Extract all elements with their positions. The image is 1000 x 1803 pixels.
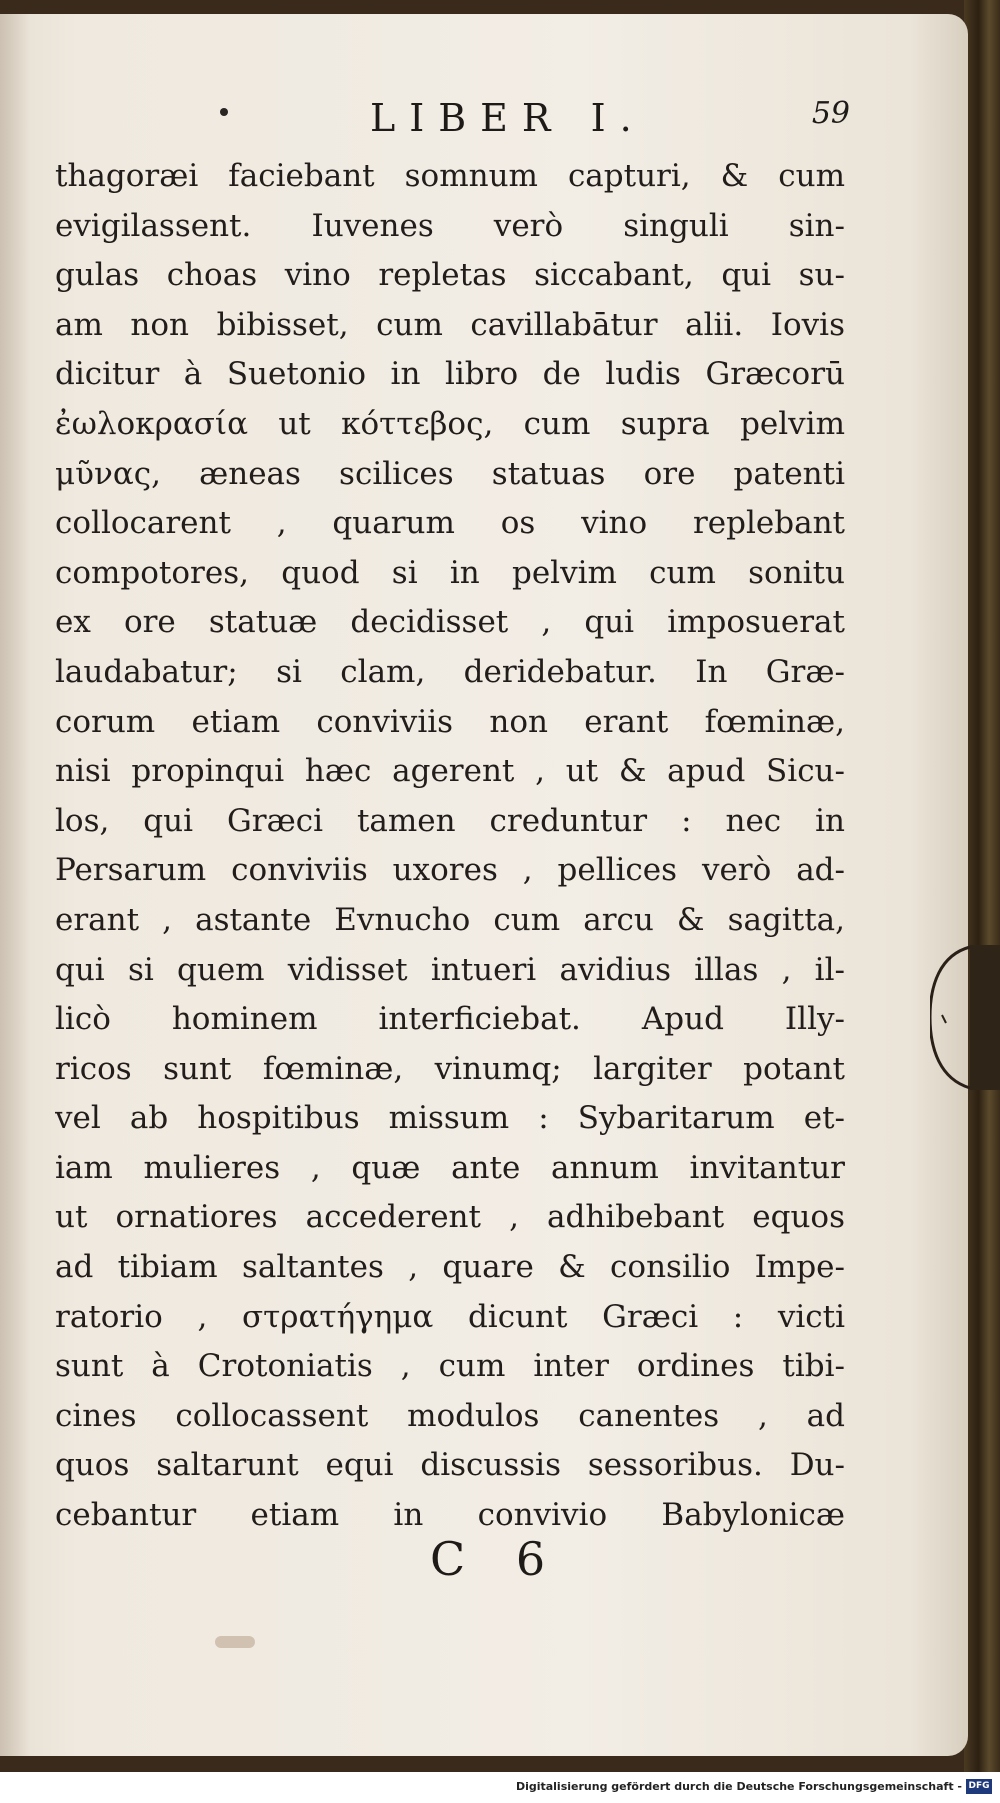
text-line: nisi propinqui hæc agerent , ut & apud Sicu- — [55, 753, 845, 790]
footer-bar — [0, 1772, 1000, 1803]
book-page — [0, 14, 968, 1756]
text-line: cines collocassent modulos canentes , ad — [55, 1397, 845, 1434]
funding-credit: Digitalisierung gefördert durch die Deutsche Forschungsgemeinschaft - — [515, 1780, 962, 1793]
header-dot — [220, 108, 228, 116]
text-line: iam mulieres , quæ ante annum invitantur — [55, 1149, 845, 1186]
text-line: ratorio , στρατήγημα dicunt Græci : victi — [55, 1298, 845, 1335]
text-line: ad tibiam saltantes , quare & consilio Impe- — [55, 1249, 845, 1286]
text-line: Persarum conviviis uxores , pellices verò ad- — [55, 852, 845, 889]
text-line: corum etiam conviviis non erant fœminæ, — [55, 703, 845, 740]
page-number: 59 — [811, 96, 850, 131]
dfg-logo: DFG — [966, 1779, 992, 1794]
page-header — [60, 96, 850, 146]
book-spine — [964, 0, 1000, 1772]
text-line: laudabatur; si clam, deridebatur. In Græ- — [55, 653, 845, 690]
text-line: licò hominem interficiebat. Apud Illy- — [55, 1001, 845, 1038]
text-line: ἐωλοκρασία ut κόττεβος, cum supra pelvim — [55, 405, 845, 442]
gutter-shadow — [0, 14, 30, 1756]
text-line: thagoræi faciebant somnum capturi, & cum — [55, 158, 845, 194]
text-line: μῦνας, æneas scilices statuas ore patenti — [55, 455, 845, 492]
text-line: gulas choas vino repletas siccabant, qui su- — [55, 257, 845, 294]
running-head: LIBER I. — [370, 96, 646, 140]
text-line: quos saltarunt equi discussis sessoribus. Du- — [55, 1447, 845, 1484]
signature-mark: C 6 — [430, 1532, 564, 1586]
text-line: ex ore statuæ decidisset , qui imposuerat — [55, 604, 845, 641]
text-line: dicitur à Suetonio in libro de ludis Græcorū — [55, 356, 845, 393]
text-line: vel ab hospitibus missum : Sybaritarum et- — [55, 1100, 845, 1137]
clasp-icon — [930, 945, 1000, 1090]
text-line: los, qui Græci tamen creduntur : nec in — [55, 802, 845, 839]
text-line: qui si quem vidisset intueri avidius illas , il- — [55, 951, 845, 988]
text-line: evigilassent. Iuvenes verò singuli sin- — [55, 207, 845, 244]
text-line: cebantur etiam in convivio Babylonicæ — [55, 1497, 845, 1534]
body-text — [55, 152, 845, 1541]
ink-smudge — [215, 1636, 255, 1648]
text-line: ricos sunt fœminæ, vinumq; largiter potant — [55, 1050, 845, 1087]
text-line: am non bibisset, cum cavillabātur alii. Iovis — [55, 306, 845, 343]
text-line: sunt à Crotoniatis , cum inter ordines tibi- — [55, 1348, 845, 1385]
text-line: ut ornatiores accederent , adhibebant equos — [55, 1199, 845, 1236]
text-line: erant , astante Evnucho cum arcu & sagitta, — [55, 901, 845, 938]
text-line: collocarent , quarum os vino replebant — [55, 505, 845, 542]
text-line: compotores, quod si in pelvim cum sonitu — [55, 554, 845, 591]
